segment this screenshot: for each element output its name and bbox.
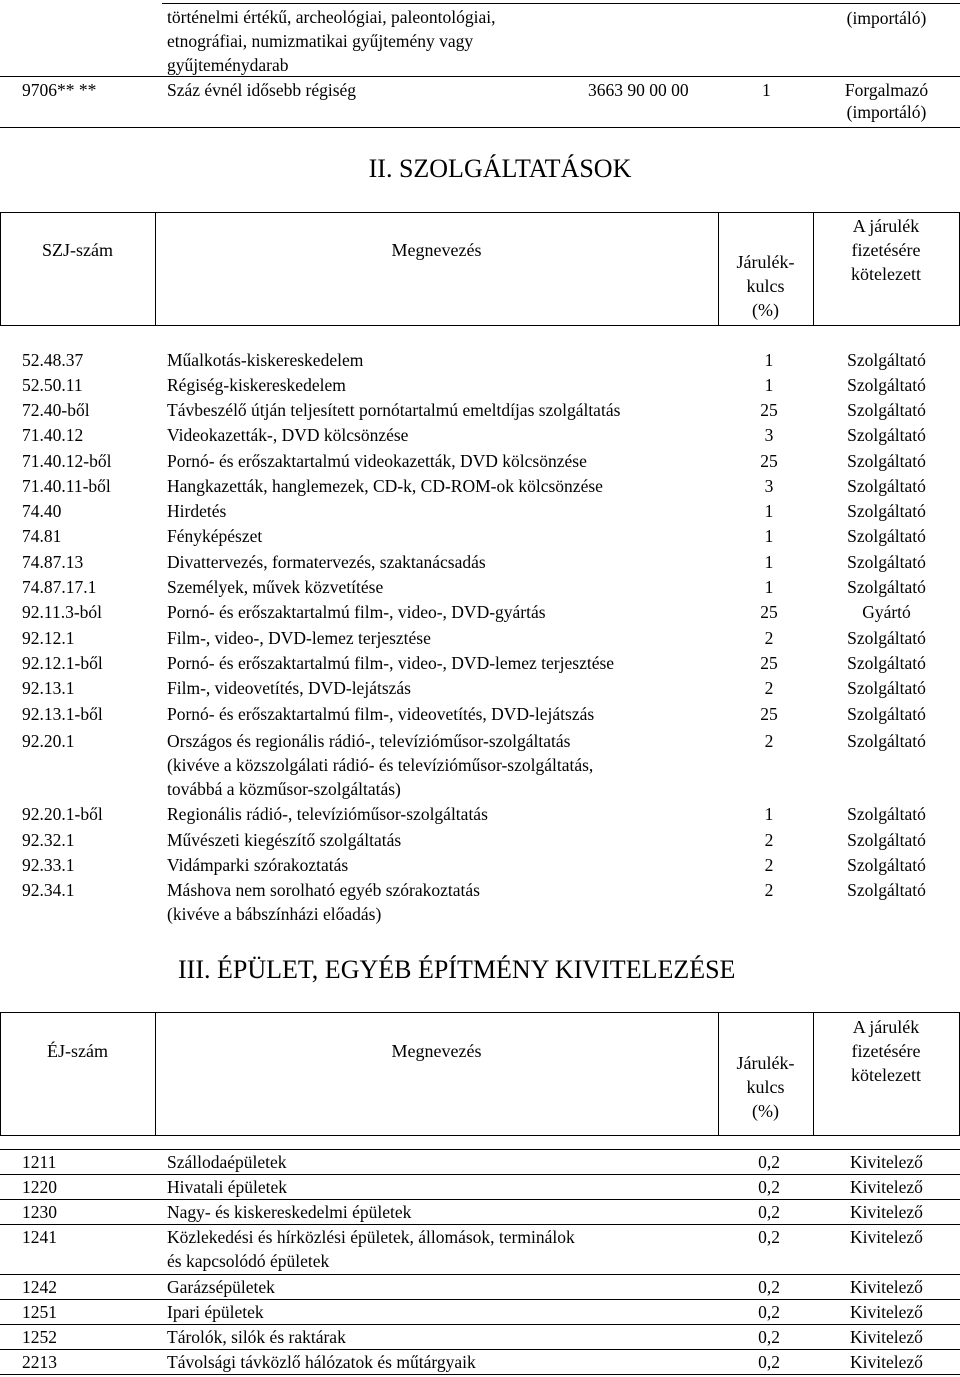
row-obligor: Szolgáltató [847, 400, 926, 420]
header-obligor-line: A járulék [852, 216, 920, 236]
header-rate-line: (%) [752, 1101, 779, 1121]
row-name: Tárolók, silók és raktárak [167, 1327, 346, 1347]
row-obligor: Szolgáltató [847, 501, 926, 521]
row-name [167, 1225, 575, 1273]
row-code: 74.81 [22, 526, 62, 546]
header-border [0, 1012, 1, 1136]
row-obligor: Szolgáltató [847, 830, 926, 850]
row-code: 52.48.37 [22, 350, 84, 370]
header-obligor [813, 214, 959, 286]
header-rate-line: kulcs [746, 1077, 785, 1097]
row-code: 92.12.1-ből [22, 653, 103, 673]
header-name: Megnevezés [391, 1041, 482, 1061]
row-rate: 1 [764, 375, 774, 395]
row-name: Pornó- és erőszaktartalmú film-, video-, DVD-gyártás [167, 602, 546, 622]
row-name: Garázsépületek [167, 1277, 275, 1297]
row-name-line: Közlekedési és hírközlési épületek, állomások, terminálok [167, 1227, 575, 1247]
row-code: 71.40.12 [22, 425, 84, 445]
continuation-cell [167, 5, 496, 77]
row-code: 74.87.17.1 [22, 577, 97, 597]
row-rate: 3 [764, 476, 774, 496]
row-obligor: Szolgáltató [847, 476, 926, 496]
row-rate: 2 [764, 678, 774, 698]
row-rate: 1 [764, 552, 774, 572]
row-obligor: Szolgáltató [847, 552, 926, 572]
row-rule [0, 1274, 960, 1275]
row-code: 92.11.3-ból [22, 602, 103, 622]
row-obligor: Szolgáltató [847, 628, 926, 648]
row-code: 74.87.13 [22, 552, 84, 572]
header-code: ÉJ-szám [47, 1041, 108, 1061]
row-obligor: Szolgáltató [847, 653, 926, 673]
header-obligor-line: A járulék [852, 1017, 920, 1037]
row-rate: 1 [764, 350, 774, 370]
row-rate: 0,2 [758, 1227, 780, 1247]
row-name: Hangkazetták, hanglemezek, CD-k, CD-ROM-ok kölcsönzése [167, 476, 603, 496]
row-name-line: (kivéve a közszolgálati rádió- és televízióműsor-szolgáltatás, [167, 755, 594, 775]
row-rate: 25 [760, 653, 778, 673]
row-rate: 3 [764, 425, 774, 445]
row-obligor: Kivitelező [850, 1152, 923, 1172]
row-name: Nagy- és kiskereskedelmi épületek [167, 1202, 412, 1222]
row-obligor: Gyártó [862, 602, 911, 622]
section-title: III. ÉPÜLET, EGYÉB ÉPÍTMÉNY KIVITELEZÉSE [178, 955, 736, 984]
row-rule [0, 1149, 960, 1150]
row-rate: 0,2 [758, 1202, 780, 1222]
header-border [155, 1012, 156, 1136]
header-border [0, 212, 1, 326]
row-name-line: Máshova nem sorolható egyéb szórakoztatás [167, 880, 480, 900]
section-title: II. SZOLGÁLTATÁSOK [368, 154, 632, 183]
row-code: 1242 [22, 1277, 57, 1297]
header-obligor-line: fizetésére [851, 240, 921, 260]
row-obligor: Szolgáltató [847, 731, 926, 751]
row-rate: 25 [760, 400, 778, 420]
header-obligor-line: kötelezett [851, 1065, 921, 1085]
row-name: Ipari épületek [167, 1302, 264, 1322]
row-name: Fényképészet [167, 526, 263, 546]
row-obligor: Szolgáltató [847, 704, 926, 724]
row-name: Videokazetták-, DVD kölcsönzése [167, 425, 409, 445]
row-rule [0, 1174, 960, 1175]
row-rate: 0,2 [758, 1277, 780, 1297]
row-name: Divattervezés, formatervezés, szaktanácsadás [167, 552, 486, 572]
obligor-line: Forgalmazó [844, 80, 929, 100]
row-code: 92.12.1 [22, 628, 75, 648]
row-rate: 1 [764, 577, 774, 597]
row-rule [0, 76, 960, 77]
row-obligor: Kivitelező [850, 1202, 923, 1222]
row-rule [0, 1324, 960, 1325]
row-rate: 25 [760, 704, 778, 724]
row-obligor: Szolgáltató [847, 804, 926, 824]
row-rate: 1 [762, 80, 771, 100]
row-name: Hirdetés [167, 501, 227, 521]
row-rule [0, 1374, 960, 1375]
row-obligor [820, 79, 953, 123]
row-name [167, 878, 480, 926]
header-name: Megnevezés [391, 240, 482, 260]
header-top-rule [0, 1012, 960, 1013]
row-code: 71.40.11-ből [22, 476, 111, 496]
row-obligor: Kivitelező [850, 1302, 923, 1322]
row-name: Régiség-kiskereskedelem [167, 375, 346, 395]
row-obligor: Szolgáltató [847, 375, 926, 395]
row-rule [0, 1299, 960, 1300]
row-rate: 1 [764, 526, 774, 546]
obligor-line: (importáló) [846, 102, 927, 122]
row-rate: 1 [764, 804, 774, 824]
row-rate: 1 [764, 501, 774, 521]
row-obligor: Kivitelező [850, 1227, 923, 1247]
row-code: 72.40-ből [22, 400, 90, 420]
header-border [155, 212, 156, 326]
row-code: 92.33.1 [22, 855, 75, 875]
row-obligor: Kivitelező [850, 1352, 923, 1372]
row-obligor: Kivitelező [850, 1277, 923, 1297]
row-rate: 0,2 [758, 1302, 780, 1322]
header-code: SZJ-szám [42, 240, 113, 260]
top-rule [162, 3, 960, 4]
row-code: 52.50.11 [22, 375, 83, 395]
row-code: 1211 [22, 1152, 57, 1172]
header-bottom-rule [0, 325, 960, 326]
row-obligor: Kivitelező [850, 1327, 923, 1347]
row-code: 1220 [22, 1177, 57, 1197]
row-obligor: Szolgáltató [847, 526, 926, 546]
row-rate: 0,2 [758, 1352, 780, 1372]
row-rate: 2 [764, 830, 774, 850]
row-rate: 2 [764, 731, 774, 751]
header-bottom-rule [0, 1135, 960, 1136]
row-rate: 2 [764, 855, 774, 875]
header-rate-line: Járulék- [736, 1053, 795, 1073]
header-top-rule [0, 212, 960, 213]
row-rate: 25 [760, 602, 778, 622]
row-name: Távolsági távközlő hálózatok és műtárgyaik [167, 1352, 476, 1372]
header-obligor [813, 1015, 959, 1087]
continuation-line: etnográfiai, numizmatikai gyűjtemény vagy [167, 31, 474, 51]
header-rate-line: (%) [752, 300, 779, 320]
row-name: Film-, videovetítés, DVD-lejátszás [167, 678, 411, 698]
row-name: Távbeszélő útján teljesített pornótartalmú emeltdíjas szolgáltatás [167, 400, 621, 420]
row-obligor: Szolgáltató [847, 855, 926, 875]
row-code: 92.13.1-ből [22, 704, 103, 724]
row-obligor: Szolgáltató [847, 678, 926, 698]
header-rate-line: kulcs [746, 276, 785, 296]
row-name: Pornó- és erőszaktartalmú film-, video-, DVD-lemez terjesztése [167, 653, 615, 673]
row-code: 1251 [22, 1302, 57, 1322]
continuation-line: történelmi értékű, archeológiai, paleontológiai, [167, 7, 496, 27]
row-code: 1252 [22, 1327, 57, 1347]
row-rate: 2 [764, 880, 774, 900]
row-name: Regionális rádió-, televízióműsor-szolgáltatás [167, 804, 488, 824]
header-obligor-line: kötelezett [851, 264, 921, 284]
row-name-line: (kivéve a bábszínházi előadás) [167, 904, 382, 924]
row-code: 92.34.1 [22, 880, 75, 900]
row-name: Film-, video-, DVD-lemez terjesztése [167, 628, 431, 648]
row-name: Műalkotás-kiskereskedelem [167, 350, 364, 370]
header-rate [718, 1051, 813, 1123]
row-rate: 0,2 [758, 1327, 780, 1347]
row-rate: 25 [760, 451, 778, 471]
row-code: 71.40.12-ből [22, 451, 112, 471]
row-name-line: Országos és regionális rádió-, televízióműsor-szolgáltatás [167, 731, 571, 751]
row-code: 74.40 [22, 501, 62, 521]
row-name: Szállodaépületek [167, 1152, 287, 1172]
row-code: 92.13.1 [22, 678, 75, 698]
row-obligor: Szolgáltató [847, 451, 926, 471]
row-code: 1241 [22, 1227, 57, 1247]
row-rule [0, 1349, 960, 1350]
row-code: 2213 [22, 1352, 57, 1372]
row-obligor: Szolgáltató [847, 577, 926, 597]
row-code: 92.20.1 [22, 731, 75, 751]
row-rate: 2 [764, 628, 774, 648]
row-name: Vidámparki szórakoztatás [167, 855, 349, 875]
row-code: 92.32.1 [22, 830, 75, 850]
row-name: Pornó- és erőszaktartalmú film-, videovetítés, DVD-lejátszás [167, 704, 595, 724]
continuation-line: gyűjteménydarab [167, 55, 289, 75]
row-code: 1230 [22, 1202, 57, 1222]
row-name: Pornó- és erőszaktartalmú videokazetták, DVD kölcsönzése [167, 451, 587, 471]
row-cn-code: 3663 90 00 00 [588, 80, 689, 100]
row-obligor: Kivitelező [850, 1177, 923, 1197]
row-name: Személyek, művek közvetítése [167, 577, 384, 597]
row-name: Művészeti kiegészítő szolgáltatás [167, 830, 402, 850]
row-obligor: Szolgáltató [847, 350, 926, 370]
row-rate: 0,2 [758, 1177, 780, 1197]
row-name-line: továbbá a közműsor-szolgáltatás) [167, 779, 401, 799]
continuation-obligor: (importáló) [846, 8, 927, 28]
row-obligor: Szolgáltató [847, 880, 926, 900]
row-obligor: Szolgáltató [847, 425, 926, 445]
row-name: Hivatali épületek [167, 1177, 288, 1197]
row-rate: 0,2 [758, 1152, 780, 1172]
header-rate-line: Járulék- [736, 252, 795, 272]
row-code: 9706** ** [22, 80, 97, 100]
row-name-line: és kapcsolódó épületek [167, 1251, 330, 1271]
row-name: Száz évnél idősebb régiség [167, 80, 357, 100]
row-rule [0, 1199, 960, 1200]
header-obligor-line: fizetésére [851, 1041, 921, 1061]
row-rule [0, 127, 960, 128]
row-code: 92.20.1-ből [22, 804, 103, 824]
header-rate [718, 250, 813, 322]
row-name [167, 729, 593, 801]
